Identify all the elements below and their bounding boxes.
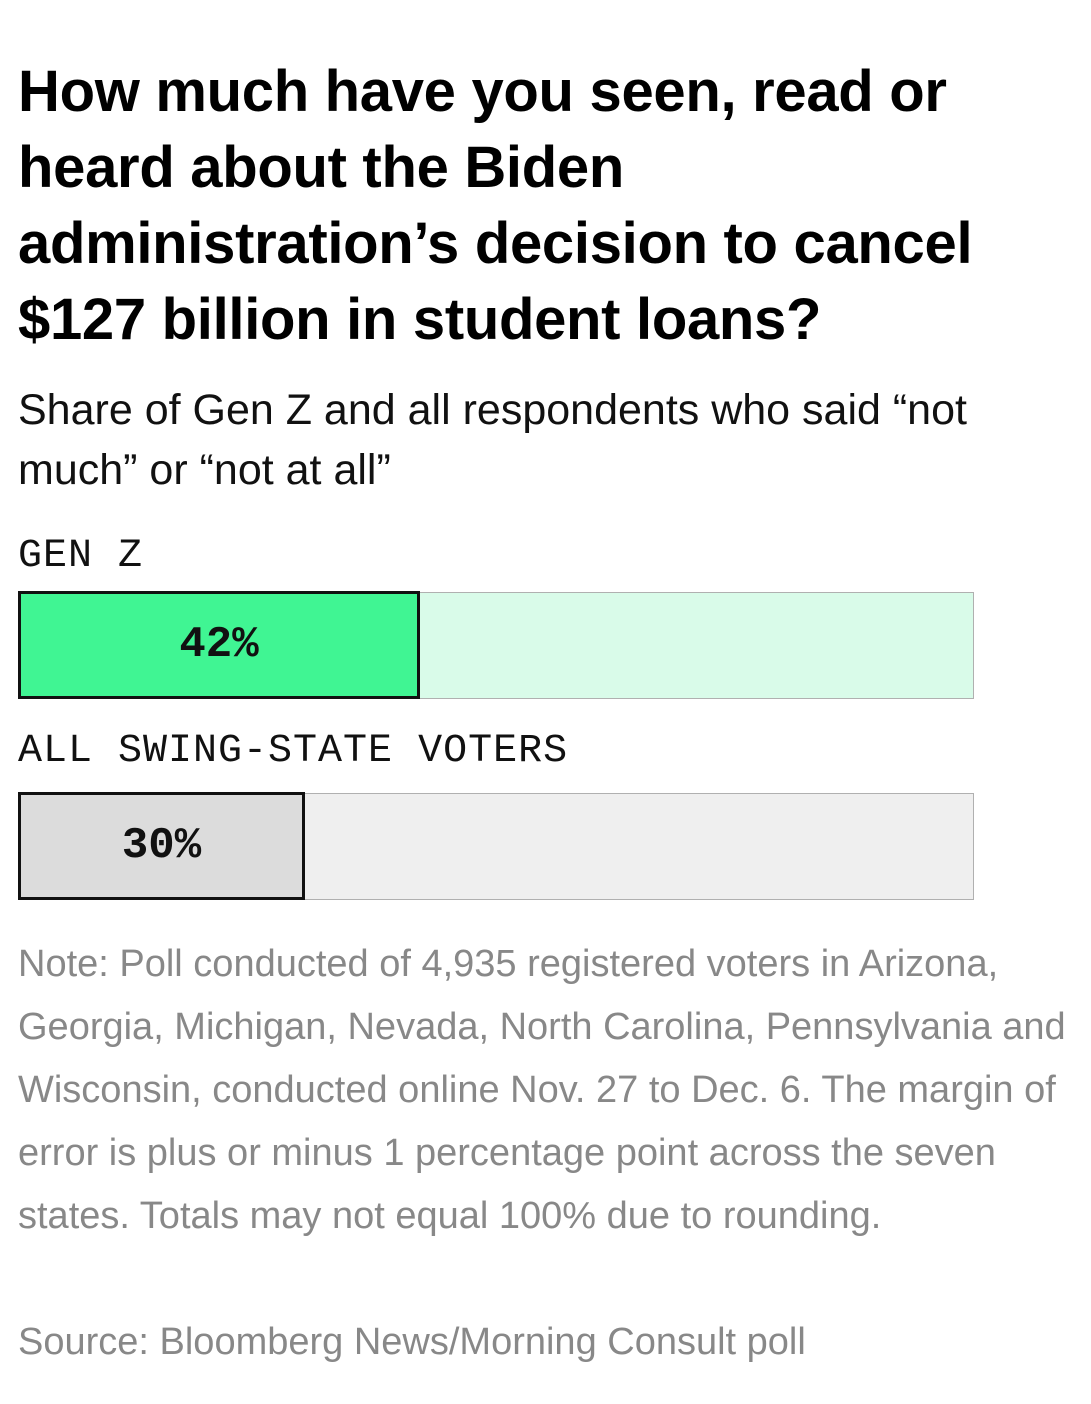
chart-note: Note: Poll conducted of 4,935 registered voters in Arizona, Georgia, Michigan, Nevada, North Carolina, Pennsylvania and Wisconsin, conducted online Nov. 27 to Dec. 6. The margin of error is plus or minus 1 percentage point across the seven states. Totals may not equal 100% due to rounding. (18, 943, 1066, 1237)
chart-title: How much have you seen, read or heard about the Biden administration’s decision to cancel $127 billion in student loans? (18, 59, 973, 352)
category-label-all-voters: ALL SWING-STATE VOTERS (18, 729, 569, 774)
data-label-all-voters: 30% (121, 821, 202, 871)
chart-subtitle: Share of Gen Z and all respondents who said “not much” or “not at all” (18, 386, 967, 494)
chart-source: Source: Bloomberg News/Morning Consult poll (18, 1321, 806, 1363)
category-label-gen-z: GEN Z (18, 534, 144, 579)
data-label-gen-z: 42% (179, 620, 259, 670)
